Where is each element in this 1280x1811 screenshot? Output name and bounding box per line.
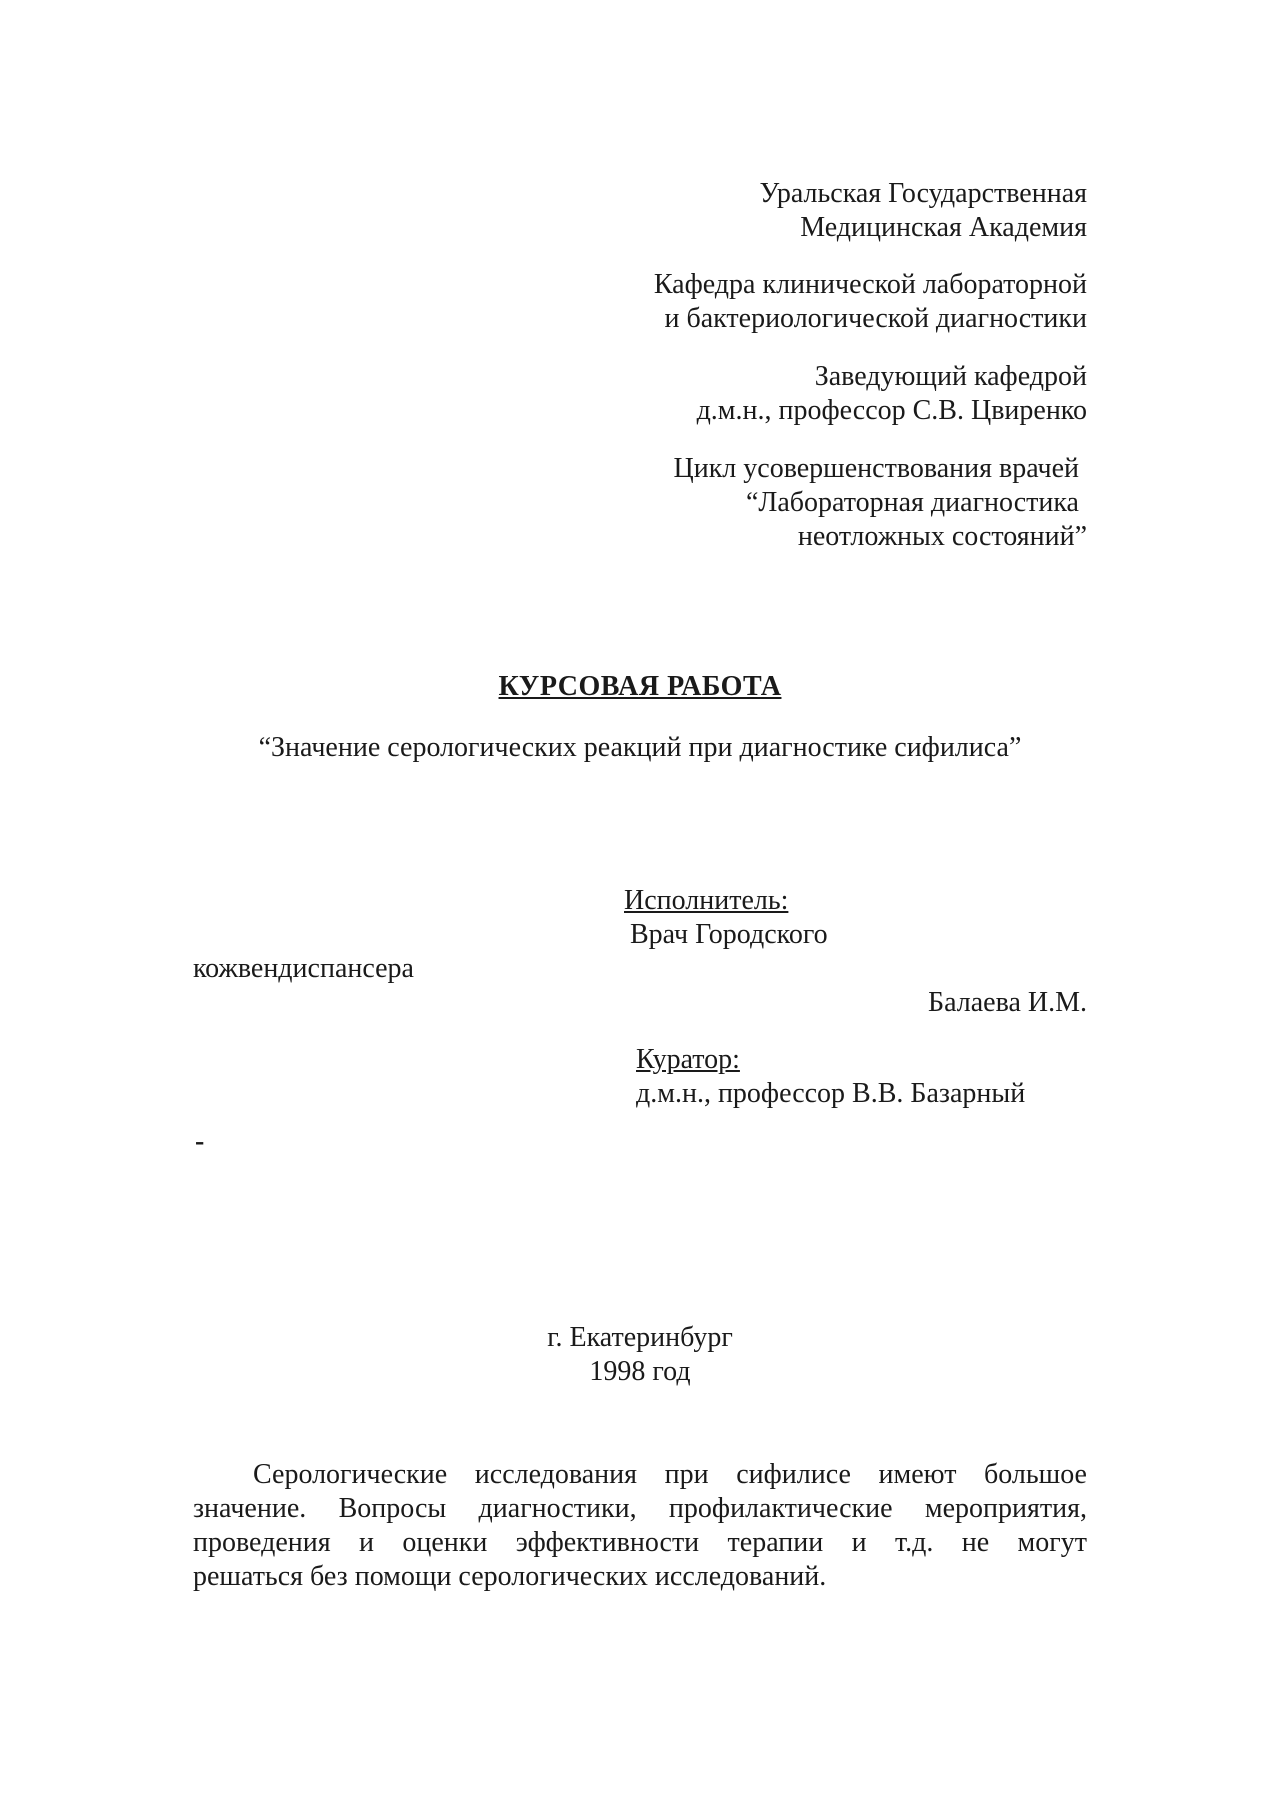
cycle-line: неотложных состояний”	[797, 521, 1087, 552]
document-title: КУРСОВАЯ РАБОТА	[498, 671, 782, 702]
curator-name: д.м.н., профессор В.В. Базарный	[636, 1078, 1026, 1109]
document-subtitle: “Значение серологических реакций при диагностике сифилиса”	[258, 732, 1022, 763]
paragraph-line: значение. Вопросы диагностики, профилактические мероприятия,	[193, 1493, 1087, 1524]
paragraph-line: проведения и оценки эффективности терапии и т.д. не могут	[193, 1527, 1087, 1558]
curator-label-wrap	[636, 1043, 740, 1077]
executor-label-wrap	[624, 884, 788, 918]
body-paragraph	[193, 1458, 1087, 1594]
cycle-line: “Лабораторная диагностика	[745, 487, 1079, 518]
institution-line: Медицинская Академия	[800, 212, 1087, 243]
head-of-department-block	[697, 360, 1087, 428]
head-line: Заведующий кафедрой	[814, 361, 1087, 392]
executor-label: Исполнитель:	[624, 885, 789, 916]
executor-position: Врач Городского	[630, 919, 828, 950]
department-line: Кафедра клинической лабораторной	[653, 269, 1087, 300]
cycle-line: Цикл усовершенствования врачей	[673, 453, 1079, 484]
dash-mark: -	[195, 1126, 205, 1157]
executor-organization: кожвендиспансера	[193, 953, 414, 984]
year: 1998 год	[589, 1356, 691, 1387]
institution-block	[759, 177, 1087, 245]
department-line: и бактериологической диагностики	[664, 303, 1087, 334]
executor-name: Балаева И.М.	[928, 987, 1087, 1018]
curator-label: Куратор:	[636, 1044, 740, 1075]
department-block	[654, 268, 1087, 336]
paragraph-line: Серологические исследования при сифилисе имеют большое	[253, 1459, 1087, 1490]
paragraph-line: решаться без помощи серологических исследований.	[193, 1561, 827, 1592]
head-line: д.м.н., профессор С.В. Цвиренко	[696, 395, 1087, 426]
cycle-block	[673, 452, 1087, 554]
city: г. Екатеринбург	[547, 1322, 733, 1353]
institution-line: Уральская Государственная	[759, 178, 1087, 209]
